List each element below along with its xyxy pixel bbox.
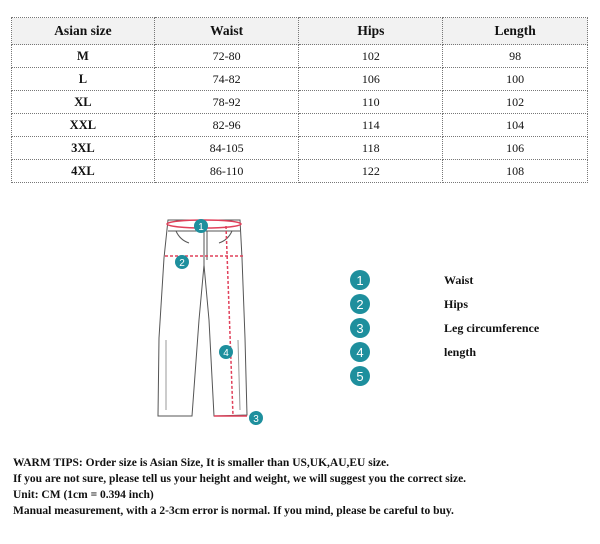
diagram-marker-4 [219, 345, 233, 359]
table-row [12, 91, 588, 114]
length-cell: 100 [443, 68, 588, 91]
size-cell: L [12, 68, 155, 91]
header-asian-size: Asian size [12, 18, 155, 45]
tip-line: Manual measurement, with a 2-3cm error is normal. If you mind, please be careful to buy. [13, 505, 454, 517]
hips-cell: 122 [299, 160, 443, 183]
size-cell: 3XL [12, 137, 155, 160]
header-hips: Hips [299, 18, 443, 45]
length-cell: 102 [443, 91, 588, 114]
legend-label: Hips [444, 296, 469, 311]
tip-line: Unit: CM (1cm = 0.394 inch) [13, 489, 154, 501]
tip-line: If you are not sure, please tell us your height and weight, we will suggest you the correct size. [13, 473, 467, 485]
waist-cell: 78-92 [154, 91, 299, 114]
legend-item-length [350, 340, 539, 364]
waist-cell: 82-96 [154, 114, 299, 137]
legend-item-5 [350, 364, 539, 388]
size-cell: 4XL [12, 160, 155, 183]
legend-item-hips [350, 292, 539, 316]
svg-text:3: 3 [253, 414, 259, 425]
size-cell: XL [12, 91, 155, 114]
legend-label: Leg circumference [444, 320, 540, 335]
header-length: Length [443, 18, 588, 45]
table-row [12, 68, 588, 91]
hips-cell: 118 [299, 137, 443, 160]
length-cell: 98 [443, 45, 588, 68]
legend-number: 5 [350, 366, 370, 386]
table-row [12, 160, 588, 183]
legend-number: 3 [350, 318, 370, 338]
warm-tips [13, 455, 466, 519]
legend-number: 1 [350, 270, 370, 290]
waist-cell: 84-105 [154, 137, 299, 160]
legend-number: 4 [350, 342, 370, 362]
size-cell: XXL [12, 114, 155, 137]
length-cell: 106 [443, 137, 588, 160]
waist-cell: 86-110 [154, 160, 299, 183]
pants-diagram [146, 210, 276, 432]
diagram-marker-3 [249, 411, 263, 425]
size-chart-table [11, 17, 588, 183]
header-waist: Waist [154, 18, 299, 45]
hips-cell: 106 [299, 68, 443, 91]
size-cell: M [12, 45, 155, 68]
legend-item-leg-circumference [350, 316, 539, 340]
svg-text:2: 2 [179, 258, 185, 269]
diagram-marker-2 [175, 255, 189, 269]
legend-label: Waist [444, 272, 474, 287]
svg-text:4: 4 [223, 348, 229, 359]
tip-line: WARM TIPS: Order size is Asian Size, It is smaller than US,UK,AU,EU size. [13, 457, 389, 469]
length-cell: 108 [443, 160, 588, 183]
diagram-marker-1 [194, 219, 208, 233]
legend-number: 2 [350, 294, 370, 314]
table-row [12, 45, 588, 68]
table-row [12, 137, 588, 160]
measurement-legend [350, 268, 539, 388]
svg-text:1: 1 [198, 222, 204, 233]
hips-cell: 110 [299, 91, 443, 114]
waist-cell: 72-80 [154, 45, 299, 68]
waist-cell: 74-82 [154, 68, 299, 91]
legend-label: length [444, 344, 477, 359]
legend-item-waist [350, 268, 539, 292]
table-row [12, 114, 588, 137]
table-header-row [12, 18, 588, 45]
hips-cell: 102 [299, 45, 443, 68]
length-cell: 104 [443, 114, 588, 137]
hips-cell: 114 [299, 114, 443, 137]
